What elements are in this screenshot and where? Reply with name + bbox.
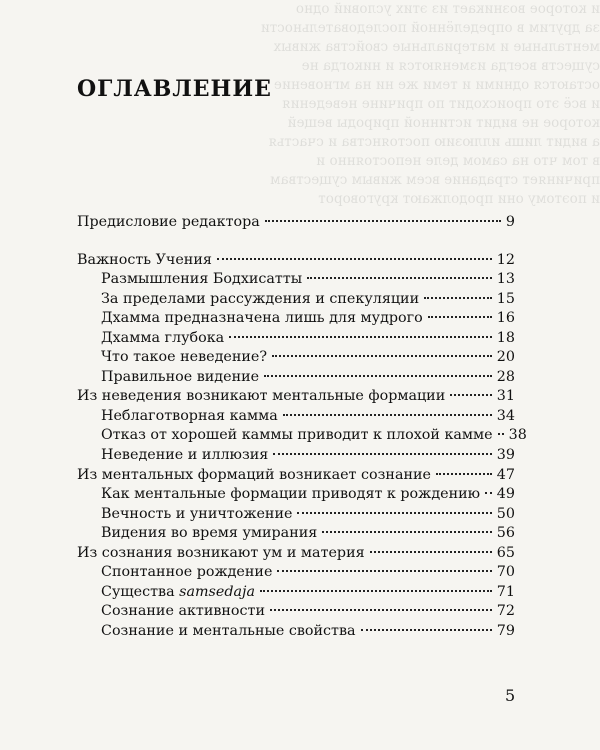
toc-entry-section[interactable] [77,271,515,291]
toc-entry-chapter[interactable] [77,252,515,272]
toc-entry-section[interactable] [77,349,515,369]
toc-entry-title: Дхамма глубока [101,329,225,346]
toc-entry-page: 18 [496,329,515,346]
dot-leader [361,629,492,631]
toc-entry-section[interactable] [77,369,515,389]
toc-entry-title: Что такое неведение? [101,349,268,366]
toc-entry-section[interactable] [77,486,515,506]
toc-entry-title: Существа samsedaja [101,583,255,600]
toc-entry-page: 28 [496,368,515,385]
toc-entry-title: За пределами рассуждения и спекуляции [101,290,420,307]
toc-entry-title: Из неведения возникают ментальные формации [77,388,446,405]
toc-entry-page: 20 [496,349,515,366]
toc-entry-page: 34 [496,407,515,424]
dot-leader [424,297,492,299]
toc-entry-page: 72 [496,603,515,620]
toc-entry-section[interactable] [77,408,515,428]
table-of-contents [77,214,527,642]
toc-entry-title: Как ментальные формации приводят к рождению [101,486,481,503]
toc-entry-section[interactable] [77,310,515,330]
toc-entry-section[interactable] [77,330,515,350]
toc-entry-page: 15 [496,290,515,307]
toc-entry-title: Неблаготворная камма [101,407,278,424]
dot-leader [283,414,492,416]
dot-leader [265,220,501,222]
toc-entry-title: Из сознания возникают ум и материя [77,544,365,561]
toc-entry-page: 13 [496,271,515,288]
page-title: ОГЛАВЛЕНИЕ [77,76,272,102]
dot-leader [436,473,492,475]
dot-leader [264,375,492,377]
toc-entry-title: Дхамма предназначена лишь для мудрого [101,310,423,327]
toc-entry-page: 50 [496,505,515,522]
toc-entry-page: 71 [496,583,515,600]
toc-entry-section[interactable] [77,447,515,467]
toc-entry-page: 70 [496,564,515,581]
toc-entry-section[interactable] [77,603,515,623]
toc-entry-section[interactable] [77,564,515,584]
toc-entry-title: Неведение и иллюзия [101,447,269,464]
toc-entry-title: Вечность и уничтожение [101,505,293,522]
dot-leader [217,258,492,260]
toc-entry-page: 16 [496,310,515,327]
toc-entry-editor-preface[interactable] [77,214,515,234]
toc-entry-section[interactable] [77,427,527,447]
toc-entry-title: Размышления Бодхисатты [101,271,303,288]
toc-entry-page: 47 [496,466,515,483]
toc-entry-title: Из ментальных формаций возникает сознание [77,466,431,483]
toc-entry-page: 56 [496,525,515,542]
toc-entry-title: Видения во время умирания [101,525,318,542]
toc-entry-title: Правильное видение [101,368,260,385]
dot-leader [322,531,492,533]
dot-leader [485,492,492,494]
dot-leader [277,570,491,572]
dot-leader [260,590,492,592]
toc-entry-chapter[interactable] [77,545,515,565]
toc-entry-page: 12 [496,251,515,268]
toc-entry-title: Предисловие редактора [77,214,260,230]
toc-entry-section[interactable] [77,506,515,526]
toc-entry-page: 9 [505,214,515,230]
toc-entry-chapter[interactable] [77,467,515,487]
toc-entry-page: 39 [496,447,515,464]
dot-leader [297,512,491,514]
toc-entry-page: 79 [496,622,515,639]
dot-leader [272,355,492,357]
toc-entry-page: 31 [496,388,515,405]
show-through-text: и которое возникает из этих условий одно за другим в определённой последовательности ментальные и материальные свойства живых существ всегда изменяются и никогда не остаются одними и теми же ни на мгновение и всё это происходит по причине неведения которое не видит истинной природы вещей а видит лишь иллюзию постоянства и счастья в том что на самом деле непостоянно и причиняет страдание всем живым существам и поэтому они продолжают круговорот [260,1,600,207]
dot-leader [428,316,492,318]
dot-leader [229,336,492,338]
toc-entry-section[interactable] [77,623,515,643]
toc-entry-title: Спонтанное рождение [101,564,273,581]
dot-leader [273,453,491,455]
toc-entry-section[interactable] [77,525,515,545]
toc-entry-page: 49 [496,486,515,503]
dot-leader [307,277,492,279]
toc-entry-title: Отказ от хорошей каммы приводит к плохой камме [101,427,493,444]
dot-leader [270,609,492,611]
toc-entry-title: Сознание активности [101,603,265,620]
pali-term: samsedaja [179,583,255,600]
toc-entry-section[interactable] [77,584,515,604]
toc-entry-title: Сознание и ментальные свойства [101,622,356,639]
toc-entry-page: 38 [508,427,527,444]
page-number: 5 [505,686,516,705]
toc-entry-chapter[interactable] [77,388,515,408]
toc-entry-title: Важность Учения [77,251,212,268]
dot-leader [450,394,492,396]
dot-leader [370,551,492,553]
toc-entry-page: 65 [496,544,515,561]
dot-leader [498,433,504,435]
toc-entry-section[interactable] [77,291,515,311]
